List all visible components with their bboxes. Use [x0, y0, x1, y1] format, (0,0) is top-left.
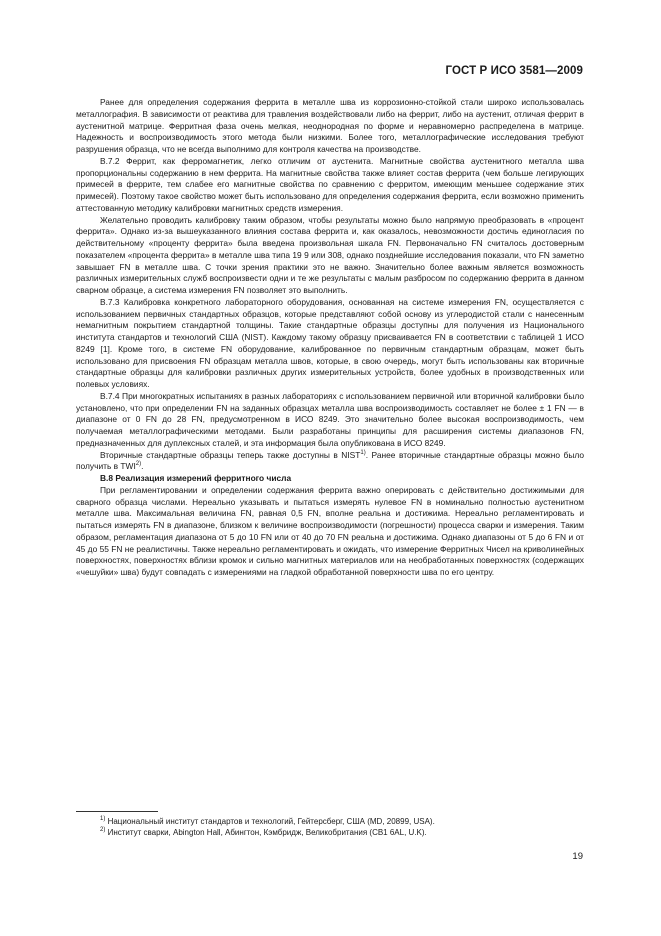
- paragraph-b-7-3: В.7.3 Калибровка конкретного лабораторного оборудования, основанная на системе измерения FN, осуществляется с использованием первичных стандартных образцов, которые представляют собой основу из углеродистой стали с нанесенным немагнитным покрытием стандартной толщины. Такие стандартные образцы доступны для получения из Национального института стандартов и технологий США (NIST). Каждому такому образцу присваивается FN в соответствии с таблицей 1 ИСО 8249 [1]. Кроме того, в системе FN оборудование, калиброванное по первичным стандартным образцам, может быть использовано для присвоения FN образцам металла швов, которые, в свою очередь, могут быть использованы как вторичные стандартные образцы для калибровки различных других измерительных устройств, более удобных в производственных или полевых условиях.: [76, 296, 584, 389]
- footnote-2-mark: 2): [100, 827, 106, 833]
- paragraph-secondary-standards: [76, 450, 584, 474]
- footnote-1-text: Национальный институт стандартов и технологий, Гейтерсберг, США (MD, 20899, USA).: [105, 817, 435, 826]
- paragraph-calibration-intent: Желательно проводить калибровку таким образом, чтобы результаты можно было напрямую преобразовать в «процент феррита». Однако из-за вышеуказанного влияния состава феррита и, как оказалось, невозможности достичь единогласия по действительному «проценту феррита» была введена произвольная шкала FN. Первоначально FN считалось достоверным показателем «процента феррита» в металле шва типа 19 9 или 308, однако позднейшие исследования показали, что FN заметно завышает FN в металле шва. С точки зрения практики это не важно. Значительно более важным является возможность различных измерительных служб воспроизвести одни и те же результаты с малым разбросом по содержанию феррита в данном сварном образце, а система измерения FN позволяет это выполнить.: [76, 214, 584, 295]
- document-body: [76, 97, 584, 579]
- footnote-divider: [76, 811, 158, 812]
- footnote-1: [76, 816, 584, 827]
- document-header: ГОСТ Р ИСО 3581—2009: [445, 65, 583, 77]
- paragraph-b-8: При регламентировании и определении содержания феррита важно оперировать с действительно достижимыми для сварного образца числами. Нереально указывать и пытаться измерять нулевое FN в номинально полностью аустенитном металле шва. Максимальная величина FN, равная 0,5 FN, вполне реальна и достижима. Нереально регламентировать и пытаться измерять FN в диапазоне, близком к величине воспроизводимости (погрешности) процесса сварки и измерения. Таким образом, регламентация диапазона от 5 до 10 FN или от 40 до 70 FN реальна и достижима. Однако диапазоны от 5 до 6 FN и от 45 до 55 FN не реалистичны. Также нереально регламентировать и ожидать, что измерение Ферритных Чисел на криволинейных поверхностях, поверхностях вблизи кромок и сильно магнитных материалов или на необработанных поверхностях (содержащих «чешуйки» шва) будут совпадать с измерениями на гладкой обработанной поверхности шва по его центру.: [76, 484, 584, 577]
- footnote-ref-1: 1): [360, 449, 366, 456]
- page-number: 19: [572, 851, 583, 862]
- footnote-2: [76, 827, 584, 838]
- secondary-standards-text-b: . Ранее вторичные стандартные образцы можно было получить в TWI: [76, 449, 584, 472]
- paragraph-b-7-4: В.7.4 При многократных испытаниях в разных лабораториях с использованием первичной или вторичной калибровки было установлено, что при определении FN на заданных образцах металла шва воспроизводимость составляет не более ± 1 FN — в диапазоне от 0 FN до 28 FN, предусмотренном в ИСО 8249. Это значительно более высокая воспроизводимость, чем получаемая металлографическими методами. Были разработаны принципы для расширения системы диапазонов FN, предназначенных для дуплексных сталей, и эта информация была опубликована в ИСО 8249.: [76, 390, 584, 448]
- secondary-standards-text-c: .: [141, 461, 144, 472]
- footnote-2-text: Институт сварки, Abington Hall, Абингтон, Кэмбридж, Великобритания (CB1 6AL, U.K).: [105, 828, 427, 837]
- footnote-ref-2: 2): [135, 461, 142, 468]
- footnotes: [76, 816, 584, 838]
- footnote-1-mark: 1): [100, 816, 106, 822]
- secondary-standards-text-a: Вторичные стандартные образцы теперь также доступны в NIST: [100, 449, 361, 460]
- section-heading-b-8: В.8 Реализация измерений ферритного числа: [100, 473, 292, 483]
- paragraph-b-7-2: В.7.2 Феррит, как ферромагнетик, легко отличим от аустенита. Магнитные свойства аустенитного металла шва пропорциональны содержанию в нем феррита. На магнитные свойства также влияет состав феррита (чем больше легирующих примесей в феррите, тем слабее его магнитные свойства по сравнению с ферритом, имеющим меньшее содержание этих примесей). Поэтому такое свойство может быть использовано для определения содержания феррита, если возможно применить аттестованную методику калибровки магнитных средств измерения.: [76, 155, 584, 213]
- paragraph-metallography: Ранее для определения содержания феррита в металле шва из коррозионно-стойкой стали широко использовалась металлография. В зависимости от реактива для травления воздействовали либо на феррит, либо на аустенит, отличая феррит в аустенитной матрице. Ферритная фаза очень мелкая, неоднородная по форме и неравномерно распределена в матрице. Надежность и воспроизводимость этого метода были низкими. Более того, металлографические исследования требуют разрушения образца, что не всегда выполнимо для контроля качества на производстве.: [76, 97, 584, 154]
